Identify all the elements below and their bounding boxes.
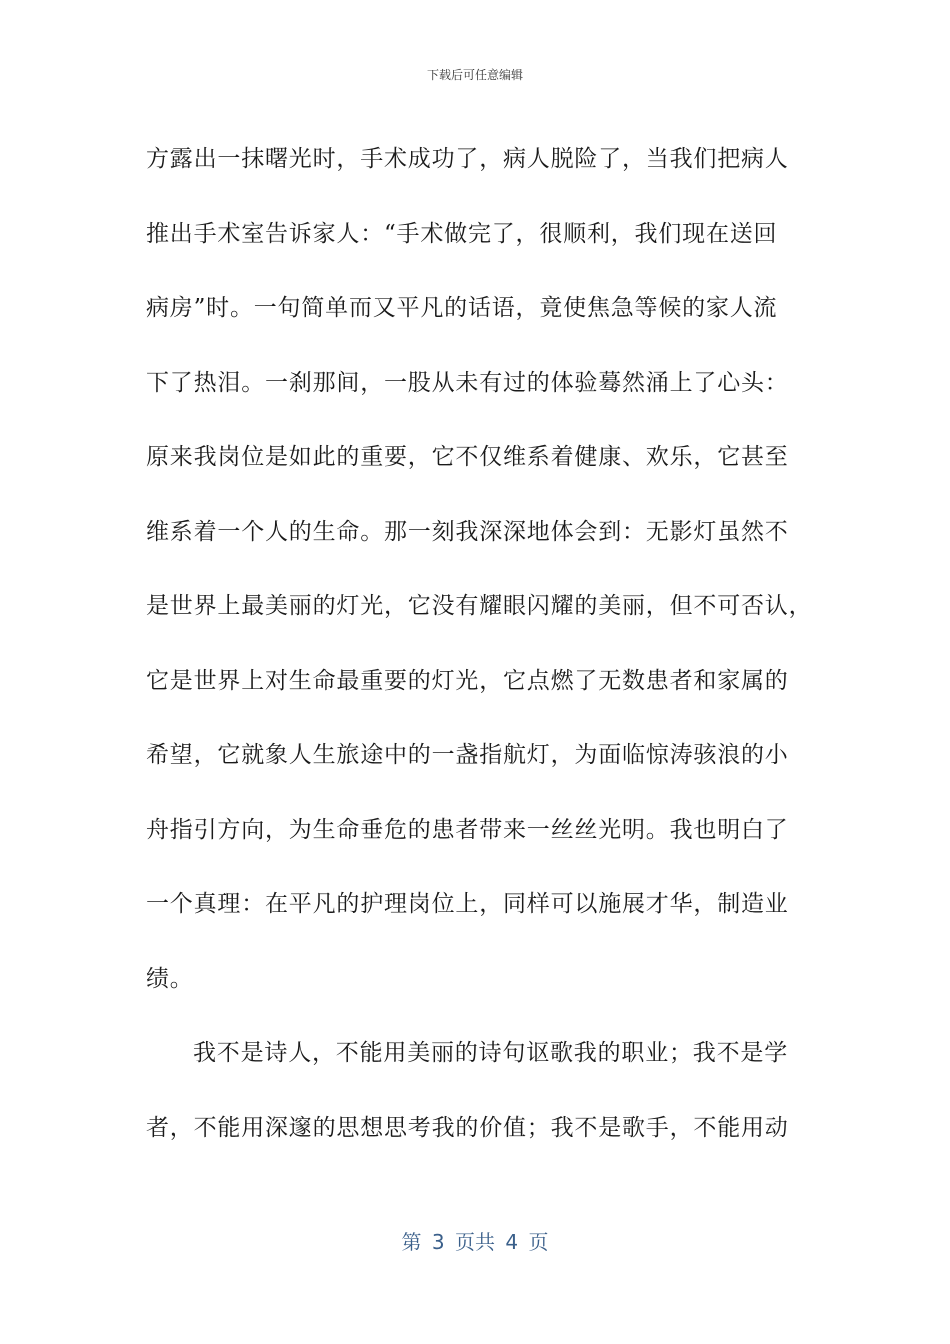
- text-line: 原来我岗位是如此的重要，它不仅维系着健康、欢乐，它甚至: [146, 444, 789, 470]
- text-line: 一个真理：在平凡的护理岗位上，同样可以施展才华，制造业: [146, 891, 789, 917]
- paragraph-first-line: 我不是诗人，不能用美丽的诗句讴歌我的职业；我不是学: [193, 1040, 788, 1066]
- text-line: 希望，它就象人生旅途中的一盏指航灯，为面临惊涛骇浪的小: [146, 742, 789, 768]
- footer-current-page: 3: [431, 1230, 445, 1254]
- text-line: 下了热泪。一刹那间，一股从未有过的体验蓦然涌上了心头：: [146, 369, 789, 396]
- text-line: 维系着一个人的生命。那一刻我深深地体会到：无影灯虽然不: [146, 518, 789, 545]
- document-body: [146, 122, 813, 1165]
- text-line: 绩。: [146, 965, 194, 992]
- footer-middle: 页共: [455, 1230, 495, 1254]
- text-line: 它是世界上对生命最重要的灯光，它点燃了无数患者和家属的: [146, 667, 789, 694]
- text-line: 方露出一抹曙光时，手术成功了，病人脱险了，当我们把病人: [146, 146, 789, 172]
- footer-suffix: 页: [528, 1230, 549, 1254]
- footer-prefix: 第: [401, 1230, 422, 1254]
- text-line: 推出手术室告诉家人：“手术做完了，很顺利，我们现在送回: [146, 220, 778, 247]
- footer-total-pages: 4: [505, 1230, 519, 1254]
- text-line: 舟指引方向，为生命垂危的患者带来一丝丝光明。我也明白了: [146, 816, 789, 843]
- page-footer: [0, 1226, 950, 1255]
- text-line: 者，不能用深邃的思想思考我的价值；我不是歌手，不能用动: [146, 1114, 789, 1141]
- text-line: 病房”时。一句简单而又平凡的话语，竟使焦急等候的家人流: [146, 295, 778, 321]
- text-line: 是世界上最美丽的灯光，它没有耀眼闪耀的美丽，但不可否认，: [146, 593, 813, 619]
- page-header: 下载后可任意编辑: [426, 68, 523, 82]
